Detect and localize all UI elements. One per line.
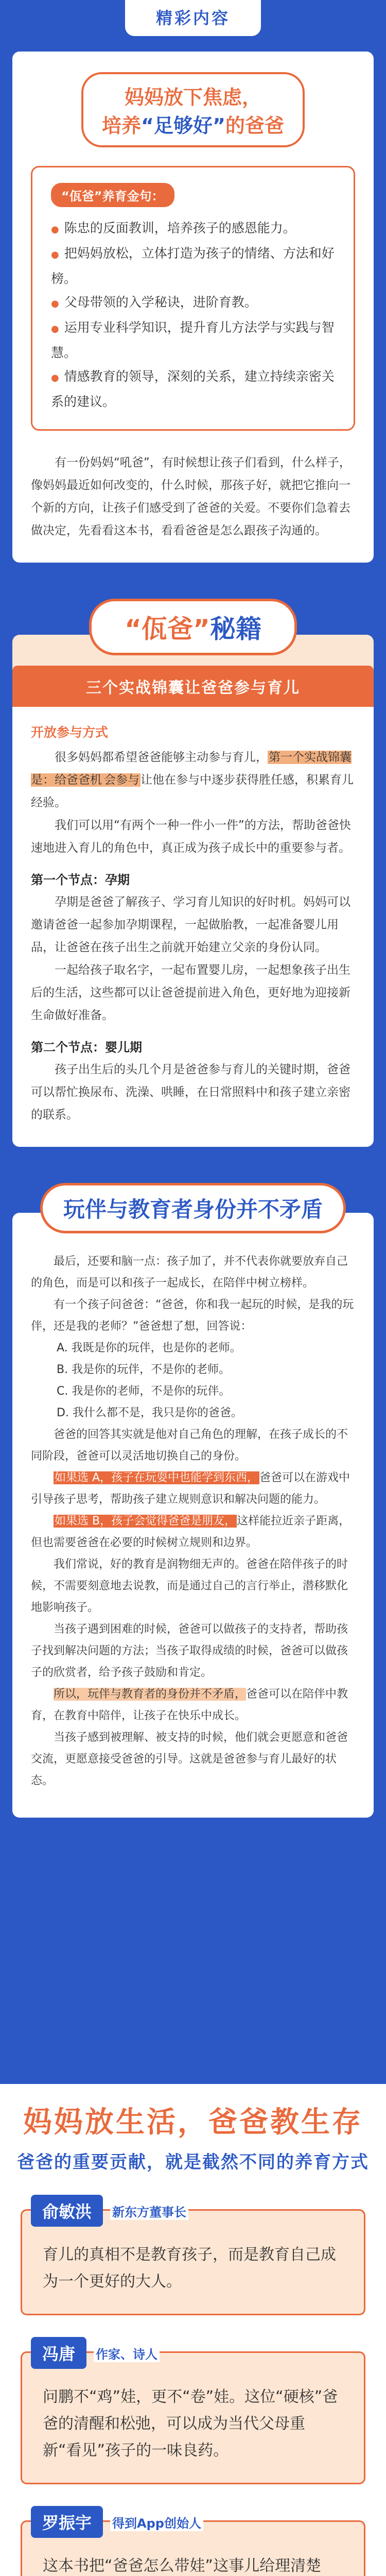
endorsement-section (0, 2084, 386, 2576)
s3-paragraph-2: 有一个孩子问爸爸：“爸爸，你和我一起玩的时候，是我的玩伴，还是我的老师？”爸爸想了想，回答说： (31, 1298, 354, 1333)
feature-tag: “佤爸”养育金句： (51, 183, 174, 207)
section2-card (12, 635, 374, 1147)
s3-paragraph-8: 所以，玩伴与教育者的身份并不矛盾，爸爸可以在陪伴中教育，在教育中陪伴，让孩子在快乐中成长。 (31, 1688, 348, 1722)
answer-options (31, 1337, 355, 1424)
quote-role: 新东方董事长 (110, 2202, 188, 2220)
quote-text: 问鹏不“鸡”娃，更不“卷”娃。这位“硬核”爸爸的清醒和松弛，可以成为当代父母重新“看见”孩子的一味良药。 (21, 2351, 365, 2484)
stage2-title: 第二个节点：婴儿期 (31, 1040, 142, 1055)
feature-item: ● 把妈妈放松，立体打造为孩子的情绪、方法和好榜。 (51, 242, 335, 291)
quote-card (21, 2202, 365, 2315)
lead-paragraph-2: 我们可以用“有两个一种一件小一件”的方法，帮助爸爸快速地进入育儿的角色中，真正成为孩子成长中的重要参与者。 (31, 819, 351, 855)
quote-author: 冯唐 (31, 2337, 86, 2369)
intro-card (12, 52, 374, 563)
stage2-paragraph: 孩子出生后的头几个月是爸爸参与育儿的关键时期，爸爸可以帮忙换尿布、洗澡、哄睡，在日常照料中和孩子建立亲密的联系。 (31, 1063, 350, 1122)
quote-text: 育儿的真相不是教育孩子，而是教育自己成为一个更好的大人。 (21, 2209, 365, 2315)
feature-item: ● 父母带领的入学秘诀，进阶育教。 (51, 291, 335, 316)
stage1-title: 第一个节点：孕期 (31, 873, 130, 887)
s3-paragraph-4: 如果选 A，孩子在玩耍中也能学到东西，爸爸可以在游戏中引导孩子思考，帮助孩子建立规则意识和解决问题的能力。 (31, 1471, 350, 1506)
quote-author: 俞敏洪 (31, 2195, 103, 2227)
quote-card (21, 2513, 365, 2576)
feature-item: ● 运用专业科学知识，提升育儿方法学与实践与智慧。 (51, 316, 335, 365)
quote-card (21, 2344, 365, 2484)
lead-label: 开放参与方式 (31, 725, 109, 740)
s3-paragraph-7: 当孩子遇到困难的时候，爸爸可以做孩子的支持者，帮助孩子找到解决问题的方法；当孩子取得成绩的时候，爸爸可以做孩子的欣赏者，给予孩子鼓励和肯定。 (31, 1623, 348, 1679)
section3-card (12, 1213, 374, 1818)
intro-excerpt: 有一份妈妈“吼爸”，有时候想让孩子们看到，什么样子，像妈妈最近如何改变的，什么时候，那孩子好，就把它推向一个新的方向，让孩子们感受到了爸爸的关爱。不要你们急着去做决定，先看看这本书，看看爸爸是怎么跟孩子沟通的。 (31, 456, 351, 537)
lead-paragraph-1: 很多妈妈都希望爸爸能够主动参与育儿，第一个实战锦囊是：给爸爸机 会参与让他在参与中逐步获得胜任感，积累育儿经验。 (31, 751, 354, 809)
option-a: A. 我既是你的玩伴，也是你的老师。 (57, 1342, 241, 1354)
stage1-paragraph: 孕期是爸爸了解孩子、学习育儿知识的好时机。妈妈可以邀请爸爸一起参加孕期课程，一起做胎教，一起准备婴儿用品，让爸爸在孩子出生之前就开始建立父亲的身份认同。 (31, 895, 350, 954)
option-b: B. 我是你的玩伴，不是你的老师。 (57, 1363, 231, 1376)
option-d: D. 我什么都不是，我只是你的爸爸。 (57, 1406, 242, 1419)
feature-item: ● 陈忠的反面教训，培养孩子的感恩能力。 (51, 216, 335, 242)
quote-author: 罗振宇 (31, 2506, 103, 2538)
feature-item: ● 情感教育的领导，深刻的关系，建立持续亲密关系的建议。 (51, 365, 335, 414)
section2-title: “佤爸”秘籍 (89, 599, 297, 655)
section3-title: 玩伴与教育者身份并不矛盾 (40, 1183, 346, 1233)
hero-title (81, 72, 305, 147)
quote-text: 这本书把“爸爸怎么带娃”这事儿给理清楚 (21, 2520, 365, 2576)
s3-paragraph-9: 当孩子感到被理解、被支持的时候，他们就会更愿意和爸爸交流，更愿意接受爸爸的引导。这就是爸爸参与育儿最好的状态。 (31, 1731, 348, 1787)
s3-paragraph-1: 最后，还要和脑一点：孩子加了，并不代表你就要放弃自己的角色，而是可以和孩子一起成长，在陪伴中树立榜样。 (31, 1255, 348, 1290)
s3-paragraph-6: 我们常说，好的教育是润物细无声的。爸爸在陪伴孩子的时候，不需要刻意地去说教，而是通过自己的言行举止，潜移默化地影响孩子。 (31, 1558, 348, 1614)
section2-banner: 三个实战锦囊让爸爸参与育儿 (12, 666, 374, 707)
s3-paragraph-5: 如果选 B，孩子会觉得爸爸是朋友，这样能拉近亲子距离，但也需要爸爸在必要的时候树立规则和边界。 (31, 1515, 350, 1549)
option-c: C. 我是你的老师，不是你的玩伴。 (57, 1385, 231, 1398)
hero-line-2: 培养“足够好”的爸爸 (102, 114, 284, 137)
feature-box (31, 166, 355, 431)
s3-paragraph-3: 爸爸的回答其实就是他对自己角色的理解，在孩子成长的不同阶段，爸爸可以灵活地切换自己的身份。 (31, 1428, 348, 1463)
hero-line-1: 妈妈放下焦虑， (124, 86, 261, 109)
stage1-paragraph-2: 一起给孩子取名字，一起布置婴儿房，一起想象孩子出生后的生活，这些都可以让爸爸提前进入角色，更好地为迎接新生命做好准备。 (31, 963, 350, 1022)
endorsement-title: 妈妈放生活，爸爸教生存 (23, 2106, 363, 2139)
section-tab-header: 精彩内容 (125, 0, 261, 36)
quote-role: 作家、诗人 (94, 2344, 160, 2362)
endorsement-subtitle: 爸爸的重要贡献，就是截然不同的养育方式 (17, 2152, 369, 2173)
quote-role: 得到App创始人 (110, 2513, 203, 2531)
